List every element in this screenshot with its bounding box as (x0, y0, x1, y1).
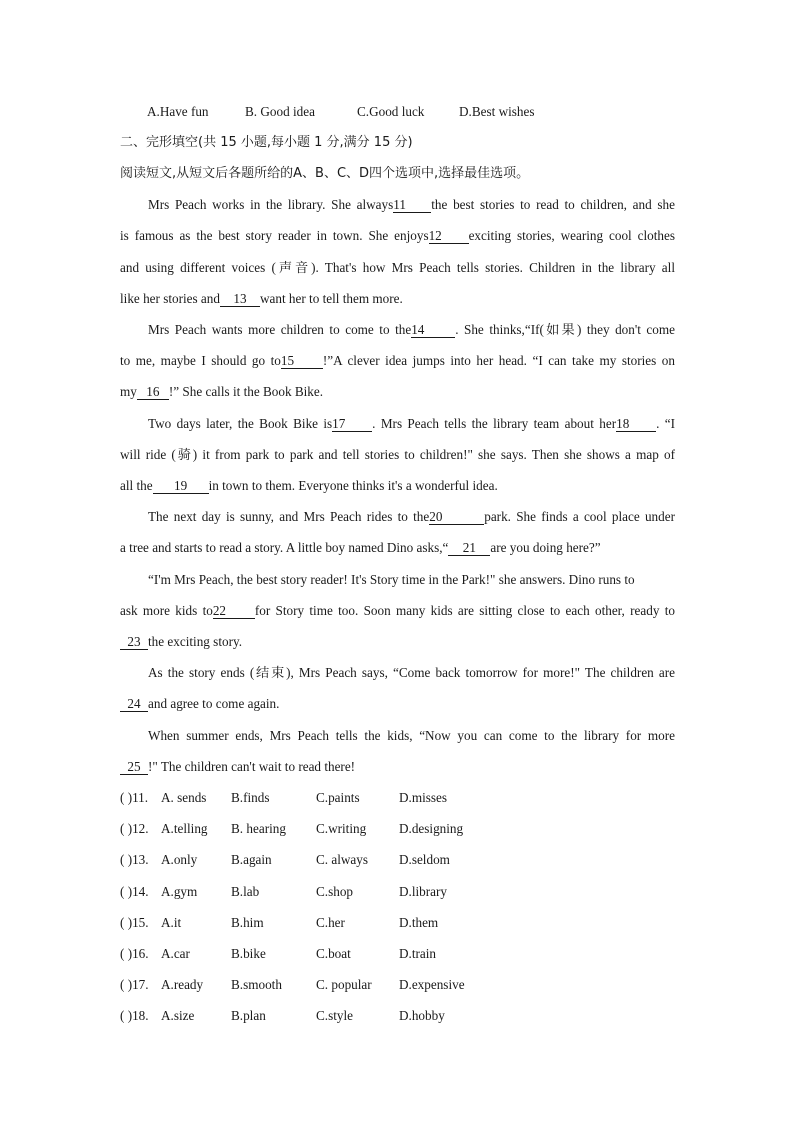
answer-blank[interactable]: 25 (120, 760, 148, 775)
passage-line (120, 226, 675, 246)
choice-a[interactable]: A. sends (161, 790, 207, 805)
option-a: A.Have fun (147, 104, 209, 119)
passage-text: Two days later, the Book Bike is (148, 416, 333, 431)
choice-c[interactable]: C.shop (316, 884, 354, 899)
choice-d[interactable]: D.hobby (399, 1008, 445, 1023)
choice-c[interactable]: C.paints (316, 790, 360, 805)
question-row (120, 975, 680, 995)
passage-line (148, 570, 675, 590)
passage-text: When summer ends, Mrs Peach tells the kids, “Now you can come to the library for more (148, 728, 675, 743)
answer-blank[interactable]: 18 (616, 417, 656, 432)
passage-text: Mrs Peach wants more children to come to the (148, 322, 412, 337)
choice-d[interactable]: D.misses (399, 790, 447, 805)
passage-text: and agree to come again. (148, 696, 280, 711)
question-number[interactable]: ( )11. (120, 790, 149, 805)
passage-line (120, 694, 675, 714)
passage-text: all the (120, 478, 153, 493)
passage-line (148, 507, 675, 527)
answer-blank[interactable]: 11 (393, 198, 431, 213)
passage-text: for Story time too. Soon many kids are sitting close to each other, ready to (254, 603, 675, 618)
answer-blank[interactable]: 20 (429, 510, 484, 525)
passage-line (120, 601, 675, 621)
question-number[interactable]: ( )13. (120, 852, 149, 867)
choice-d[interactable]: D.expensive (399, 977, 465, 992)
passage-text: The next day is sunny, and Mrs Peach rides to the (148, 509, 430, 524)
choice-a[interactable]: A.ready (161, 977, 204, 992)
section-instruction: 阅读短文,从短文后各题所给的A、B、C、D四个选项中,选择最佳选项。 (120, 166, 530, 181)
answer-blank[interactable]: 14 (411, 323, 455, 338)
answer-blank[interactable]: 21 (448, 541, 490, 556)
passage-line (120, 632, 675, 652)
question-row (120, 882, 680, 902)
choice-c[interactable]: C.boat (316, 946, 351, 961)
answer-blank[interactable]: 13 (220, 292, 260, 307)
choice-a[interactable]: A.only (161, 852, 198, 867)
choice-d[interactable]: D.them (399, 915, 439, 930)
passage-text: like her stories and (120, 291, 220, 306)
choice-d[interactable]: D.train (399, 946, 436, 961)
question-number[interactable]: ( )14. (120, 884, 149, 899)
choice-c[interactable]: C. always (316, 852, 369, 867)
passage-text: . She thinks,“If(如果) they don't come (455, 322, 675, 337)
answer-blank[interactable]: 19 (153, 479, 209, 494)
passage-line (148, 414, 675, 434)
question-number[interactable]: ( )17. (120, 977, 149, 992)
choice-b[interactable]: B. hearing (231, 821, 286, 836)
passage-text: in town to them. Everyone thinks it's a wonderful idea. (208, 478, 498, 493)
passage-line (120, 289, 675, 309)
option-c: C.Good luck (357, 104, 425, 119)
passage-line (120, 538, 675, 558)
choice-d[interactable]: D.library (399, 884, 447, 899)
answer-blank[interactable]: 23 (120, 635, 148, 650)
passage-line (148, 663, 675, 683)
choice-c[interactable]: C. popular (316, 977, 372, 992)
passage-text: !" The children can't wait to read there! (148, 759, 356, 774)
passage-text: As the story ends (结束), Mrs Peach says, “Come back tomorrow for more!" The children are (148, 665, 675, 680)
passage-line (120, 382, 675, 402)
question-row (120, 1006, 680, 1026)
passage-line (120, 258, 675, 278)
answer-blank[interactable]: 24 (120, 697, 148, 712)
choice-a[interactable]: A.gym (161, 884, 198, 899)
passage-text: to me, maybe I should go to (120, 353, 281, 368)
choice-c[interactable]: C.her (316, 915, 345, 930)
choice-a[interactable]: A.telling (161, 821, 208, 836)
choice-b[interactable]: B.him (231, 915, 264, 930)
choice-a[interactable]: A.size (161, 1008, 195, 1023)
passage-line (148, 320, 675, 340)
option-d: D.Best wishes (459, 104, 535, 119)
choice-b[interactable]: B.again (231, 852, 272, 867)
answer-blank[interactable]: 16 (137, 385, 169, 400)
passage-text: are you doing here?” (490, 540, 601, 555)
choice-a[interactable]: A.car (161, 946, 190, 961)
choice-b[interactable]: B.smooth (231, 977, 282, 992)
passage-text: ask more kids to (120, 603, 213, 618)
choice-b[interactable]: B.bike (231, 946, 266, 961)
passage-line (120, 445, 675, 465)
answer-blank[interactable]: 17 (332, 417, 372, 432)
question-row (120, 944, 680, 964)
passage-text: !” She calls it the Book Bike. (168, 384, 324, 399)
question-number[interactable]: ( )15. (120, 915, 149, 930)
choice-b[interactable]: B.lab (231, 884, 260, 899)
question-row (120, 850, 680, 870)
passage-line (120, 757, 675, 777)
choice-d[interactable]: D.designing (399, 821, 464, 836)
question-row (120, 819, 680, 839)
passage-text: . Mrs Peach tells the library team about her (372, 416, 617, 431)
question-row (120, 913, 680, 933)
passage-text: . “I (656, 416, 675, 431)
section-title: 二、完形填空(共 15 小题,每小题 1 分,满分 15 分) (120, 135, 413, 150)
passage-text: the exciting story. (148, 634, 242, 649)
answer-blank[interactable]: 22 (213, 604, 255, 619)
choice-c[interactable]: C.writing (316, 821, 367, 836)
choice-c[interactable]: C.style (316, 1008, 353, 1023)
question-row (120, 788, 680, 808)
choice-b[interactable]: B.finds (231, 790, 270, 805)
passage-text: the best stories to read to children, and she (431, 197, 675, 212)
passage-text: Mrs Peach works in the library. She always (148, 197, 394, 212)
passage-text: park. She finds a cool place under (484, 509, 675, 524)
question-number[interactable]: ( )12. (120, 821, 149, 836)
passage-text: exciting stories, wearing cool clothes (468, 228, 675, 243)
question-number[interactable]: ( )16. (120, 946, 149, 961)
passage-text: my (120, 384, 137, 399)
option-b: B. Good idea (245, 104, 315, 119)
passage-line (120, 476, 675, 496)
passage-text: !”A clever idea jumps into her head. “I can take my stories on (322, 353, 675, 368)
choice-d[interactable]: D.seldom (399, 852, 450, 867)
passage-text: is famous as the best story reader in town. She enjoys (120, 228, 429, 243)
answer-blank[interactable]: 15 (281, 354, 323, 369)
passage-text: and using different voices (声音). That's how Mrs Peach tells stories. Children in the library all (120, 260, 675, 275)
answer-blank[interactable]: 12 (429, 229, 469, 244)
passage-line (120, 351, 675, 371)
passage-line (148, 195, 675, 215)
passage-text: a tree and starts to read a story. A little boy named Dino asks,“ (120, 540, 449, 555)
choice-b[interactable]: B.plan (231, 1008, 266, 1023)
passage-text: want her to tell them more. (259, 291, 403, 306)
passage-text: “I'm Mrs Peach, the best story reader! It's Story time in the Park!" she answers. Dino runs to (148, 572, 635, 587)
passage-text: will ride (骑) it from park to park and tell stories to children!" she says. Then she shows a map of (120, 447, 675, 462)
passage-line (148, 726, 675, 746)
question-number[interactable]: ( )18. (120, 1008, 149, 1023)
choice-a[interactable]: A.it (161, 915, 182, 930)
